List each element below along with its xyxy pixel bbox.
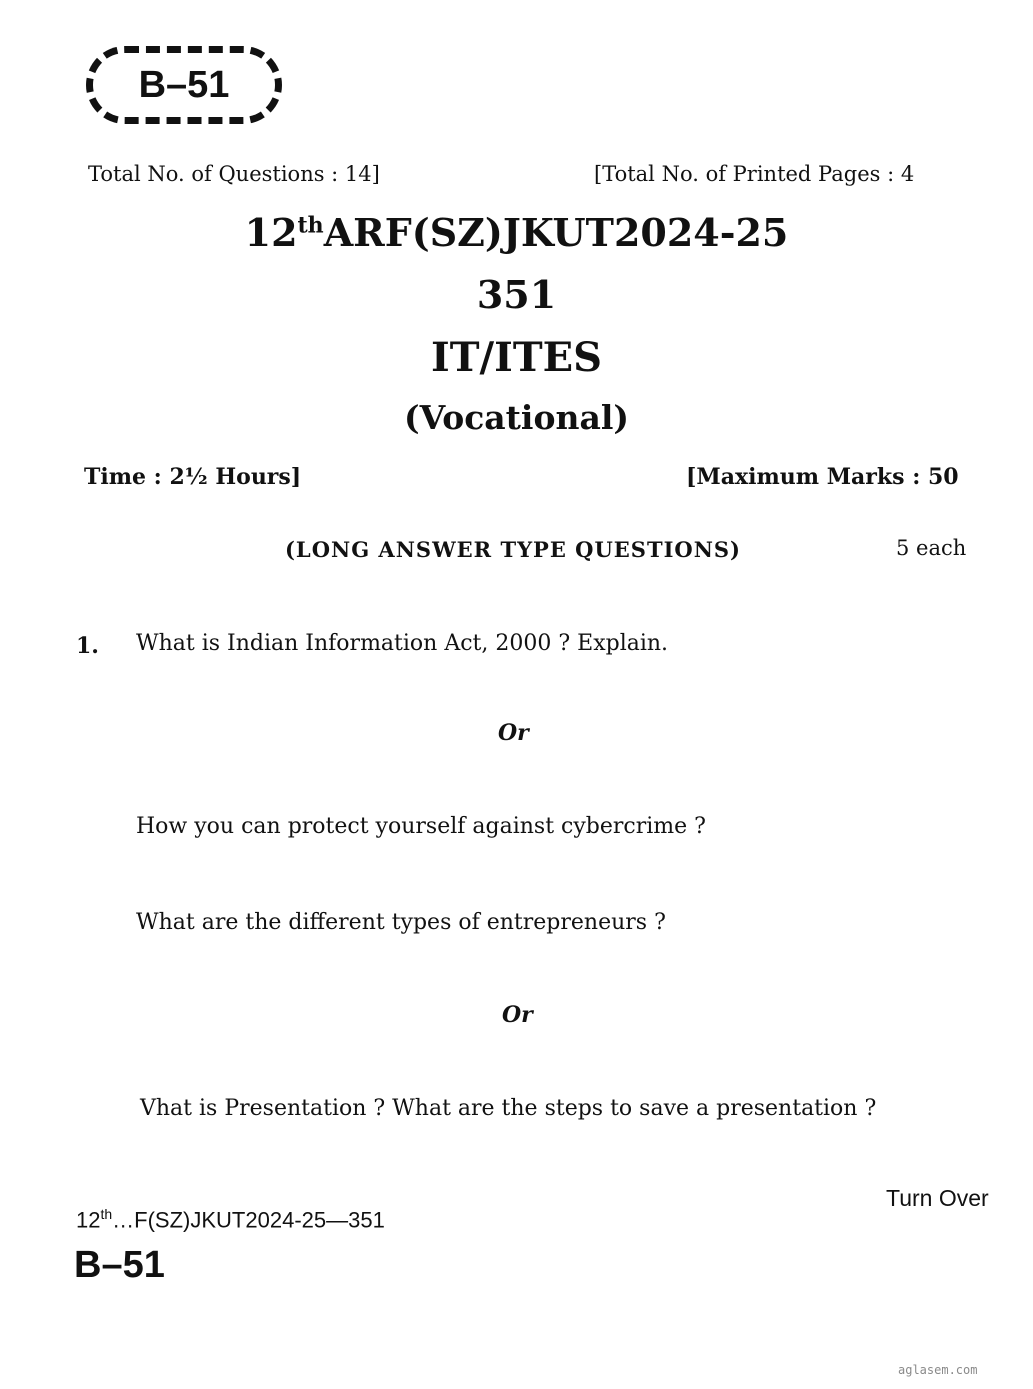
footer-code-rest: …F(SZ)JKUT2024-25—351 [112,1207,385,1233]
maximum-marks: [Maximum Marks : 50 [686,464,959,490]
question-number: 1. [76,633,99,659]
time-allowed: Time : 2½ Hours] [84,464,302,490]
section-heading: (LONG ANSWER TYPE QUESTIONS) [285,537,741,562]
exam-code: ARF(SZ)JKUT2024-25 [323,210,789,255]
section-marks: 5 each [896,536,967,560]
turn-over: Turn Over [886,1185,989,1211]
footer-code-prefix: 12 [76,1207,101,1233]
footer-paper-code: B–51 [74,1244,165,1286]
grade: 12 [244,210,298,255]
question-1-alternative: How you can protect yourself against cybercrime ? [136,814,706,839]
paper-code-badge: B–51 [138,63,230,106]
subject-code: 351 [476,272,557,317]
footer-code-sup: th [100,1206,113,1222]
question-2-alternative: Vhat is Presentation ? What are the steps to save a presentation ? [140,1096,877,1121]
total-questions: Total No. of Questions : 14] [88,162,380,186]
exam-title [0,210,1033,255]
question-2: What are the different types of entrepreneurs ? [136,910,666,935]
or-separator-2: Or [502,1002,533,1028]
footer-code [76,1206,385,1233]
stream: (Vocational) [404,398,629,437]
question-1: What is Indian Information Act, 2000 ? Explain. [136,631,669,656]
subject-name: IT/ITES [431,334,602,381]
or-separator-1: Or [498,720,529,746]
total-pages: [Total No. of Printed Pages : 4 [594,162,915,186]
watermark: aglasem.com [898,1363,978,1377]
grade-suffix: th [297,212,324,239]
